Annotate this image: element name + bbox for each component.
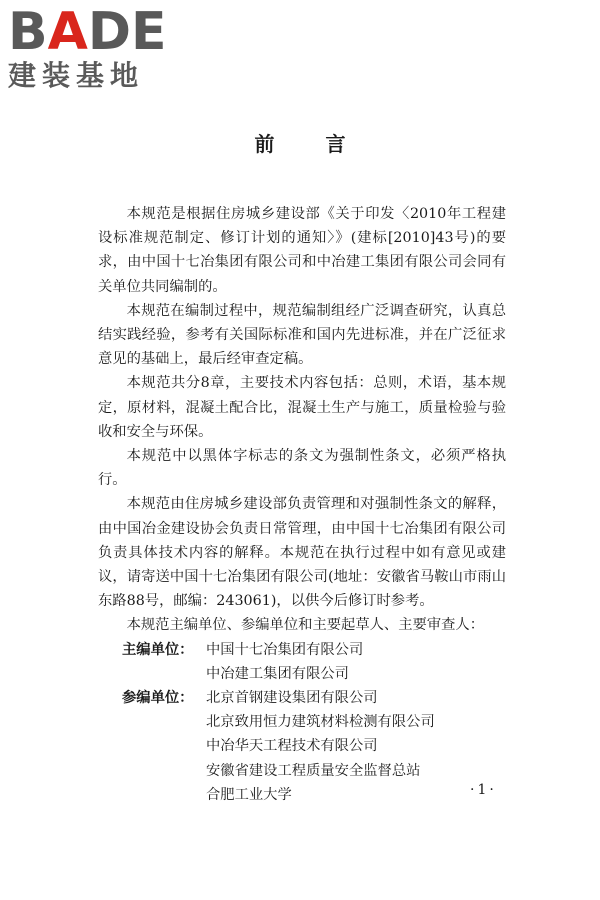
page-number: ·1· <box>470 782 497 798</box>
logo-letter-b: B <box>8 2 48 62</box>
page-title: 前 言 <box>254 132 368 156</box>
list-item: 中冶华天工程技术有限公司 <box>206 738 378 755</box>
document-body <box>98 202 506 807</box>
chief-editor-units <box>98 638 506 686</box>
paragraph-basis: 本规范是根据住房城乡建设部《关于印发〈2010年工程建设标准规范制定、修订计划的通知〉》(建标[2010]43号)的要求，由中国十七冶集团有限公司和中冶建工集团有限公司会同有关单位共同编制的。 <box>98 206 506 295</box>
list-item: 合肥工业大学 <box>206 786 292 803</box>
chief-editor-list <box>206 638 363 686</box>
logo-letter-a: A <box>47 2 88 62</box>
bade-logo <box>8 4 178 92</box>
paragraph-mandatory: 本规范中以黑体字标志的条文为强制性条文，必须严格执行。 <box>98 448 506 489</box>
list-item: 中国十七冶集团有限公司 <box>206 641 364 658</box>
list-item: 安徽省建设工程质量安全监督总站 <box>206 762 421 779</box>
logo-wordmark <box>8 4 178 60</box>
paragraph-contents: 本规范共分8章，主要技术内容包括：总则，术语，基本规定，原材料，混凝土配合比，混凝土生产与施工，质量检验与验收和安全与环保。 <box>98 375 506 440</box>
chief-editor-label: 主编单位： <box>122 641 194 658</box>
paragraph-process: 本规范在编制过程中，规范编制组经广泛调查研究，认真总结实践经验，参考有关国际标准和国内先进标准，并在广泛征求意见的基础上，最后经审查定稿。 <box>98 302 506 368</box>
list-item: 中冶建工集团有限公司 <box>206 665 349 682</box>
list-item: 北京首钢建设集团有限公司 <box>206 690 378 707</box>
participating-units <box>98 686 506 807</box>
logo-letters-de: DE <box>87 2 167 62</box>
list-item: 北京致用恒力建筑材料检测有限公司 <box>206 714 435 731</box>
participating-label: 参编单位： <box>122 690 194 707</box>
paragraph-units-intro: 本规范主编单位、参编单位和主要起草人、主要审查人： <box>126 617 485 634</box>
paragraph-management: 本规范由住房城乡建设部负责管理和对强制性条文的解释，由中国冶金建设协会负责日常管理，由中国十七冶集团有限公司负责具体技术内容的解释。本规范在执行过程中如有意见或建议，请寄送中国十七冶集团有限公司(地址：安徽省马鞍山市雨山东路88号，邮编：243061)，以供今后修订时参考。 <box>98 496 506 610</box>
participating-list <box>206 686 435 807</box>
logo-subtitle: 建装基地 <box>8 59 145 92</box>
